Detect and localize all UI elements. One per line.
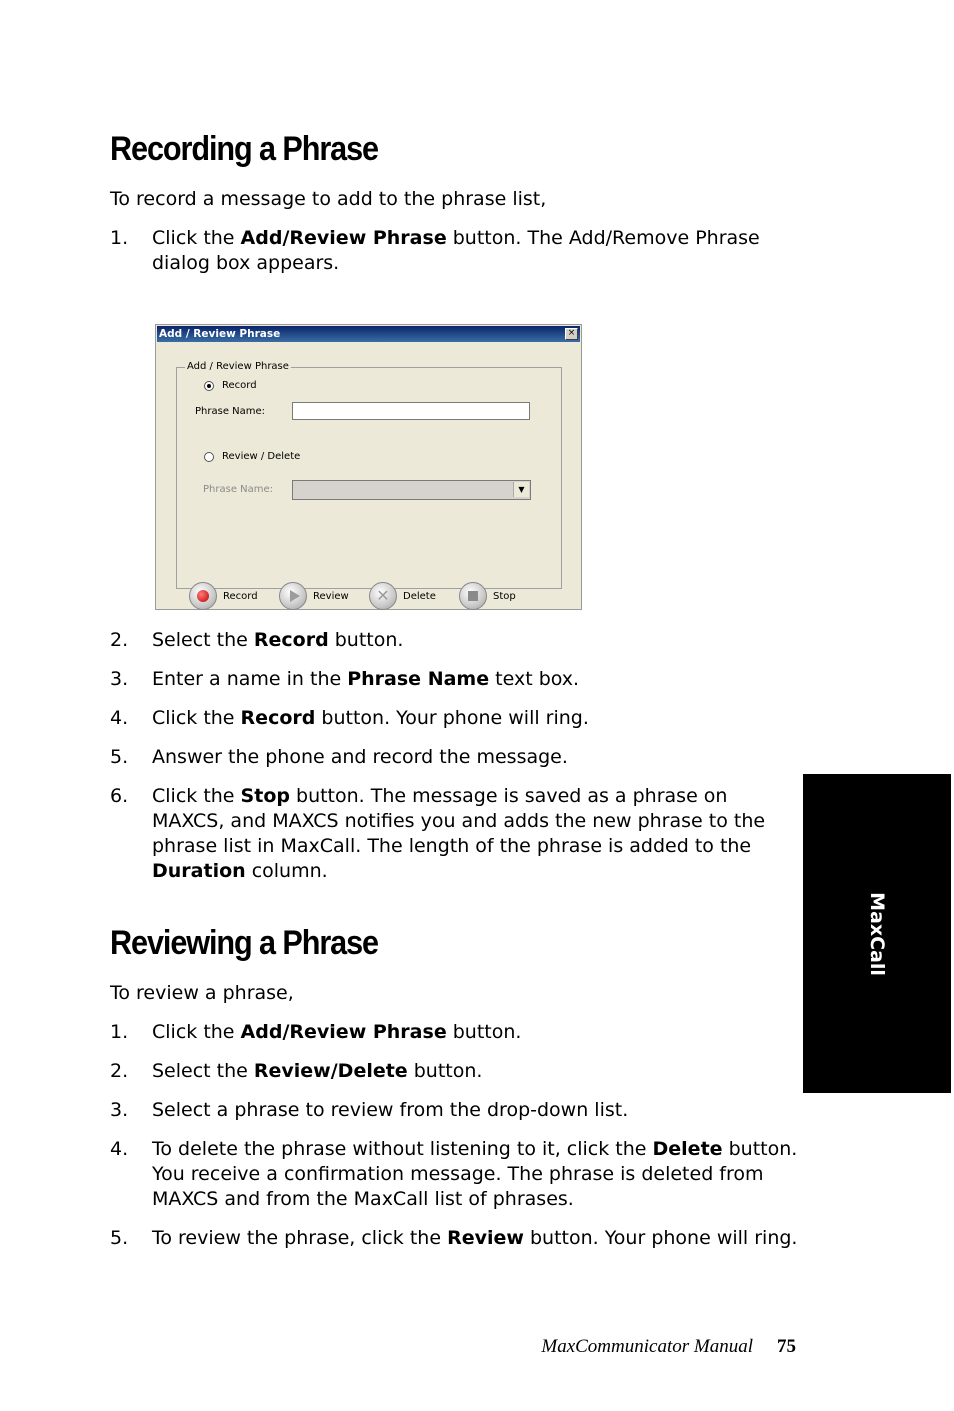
list-item: 3. Select a phrase to review from the drop-down list. (110, 1099, 629, 1121)
phrase-groupbox: Add / Review Phrase Record Phrase Name: Review / Delete Phrase Name: ▼ Record Review ✕ Delete Stop (176, 367, 562, 589)
phrase-name-input[interactable] (292, 402, 530, 420)
list-item: 5. To review the phrase, click the Review button. Your phone will ring. (110, 1227, 798, 1249)
section-heading-recording: Recording a Phrase (110, 130, 378, 168)
list-item: 2. Select the Review/Delete button. (110, 1060, 483, 1082)
section-heading-reviewing: Reviewing a Phrase (110, 924, 378, 962)
reviewing-steps (110, 1020, 800, 1265)
page-footer (541, 1336, 796, 1358)
intro-recording: To record a message to add to the phrase list, (110, 188, 547, 210)
phrase-dropdown[interactable] (292, 480, 531, 500)
list-item: 6. Click the Stop button. The message is saved as a phrase on MAXCS, and MAXCS notifies you and adds the new phrase to the phrase list in MaxCall. The length of the phrase is added to the Duration column. (110, 785, 766, 882)
page-number: 75 (777, 1336, 796, 1357)
manual-title: MaxCommunicator Manual (541, 1336, 753, 1357)
list-item: 1. Click the Add/Review Phrase button. The Add/Remove Phrase dialog box appears. (110, 227, 760, 274)
chevron-down-icon[interactable]: ▼ (513, 482, 529, 497)
chapter-tab-label: MaxCall (866, 892, 888, 976)
phrase-name-label-disabled: Phrase Name: (203, 484, 274, 495)
dialog-titlebar (157, 326, 580, 342)
group-label: Add / Review Phrase (187, 361, 289, 372)
chapter-side-tab (803, 774, 951, 1093)
record-radio[interactable] (204, 381, 214, 391)
play-icon (279, 582, 307, 610)
list-item: 4. To delete the phrase without listening to it, click the Delete button. You receive a confirmation message. The phrase is deleted from MAXCS and from the MaxCall list of phrases. (110, 1138, 798, 1210)
review-delete-radio[interactable] (204, 452, 214, 462)
recording-steps-part1 (110, 226, 800, 290)
intro-reviewing: To review a phrase, (110, 982, 294, 1004)
list-item: 3. Enter a name in the Phrase Name text box. (110, 668, 580, 690)
review-delete-radio-label: Review / Delete (222, 451, 301, 462)
stop-icon (459, 582, 487, 610)
record-icon (189, 582, 217, 610)
delete-x-icon: ✕ (369, 582, 397, 610)
dialog-title: Add / Review Phrase (159, 328, 281, 340)
list-item: 4. Click the Record button. Your phone will ring. (110, 707, 589, 729)
list-item: 5. Answer the phone and record the message. (110, 746, 568, 768)
add-review-phrase-dialog (155, 324, 582, 610)
phrase-name-label: Phrase Name: (195, 406, 266, 417)
recording-steps-part2 (110, 628, 800, 898)
close-icon[interactable]: × (565, 328, 578, 340)
record-radio-label: Record (222, 380, 257, 391)
list-item: 2. Select the Record button. (110, 629, 404, 651)
list-item: 1. Click the Add/Review Phrase button. (110, 1021, 522, 1043)
